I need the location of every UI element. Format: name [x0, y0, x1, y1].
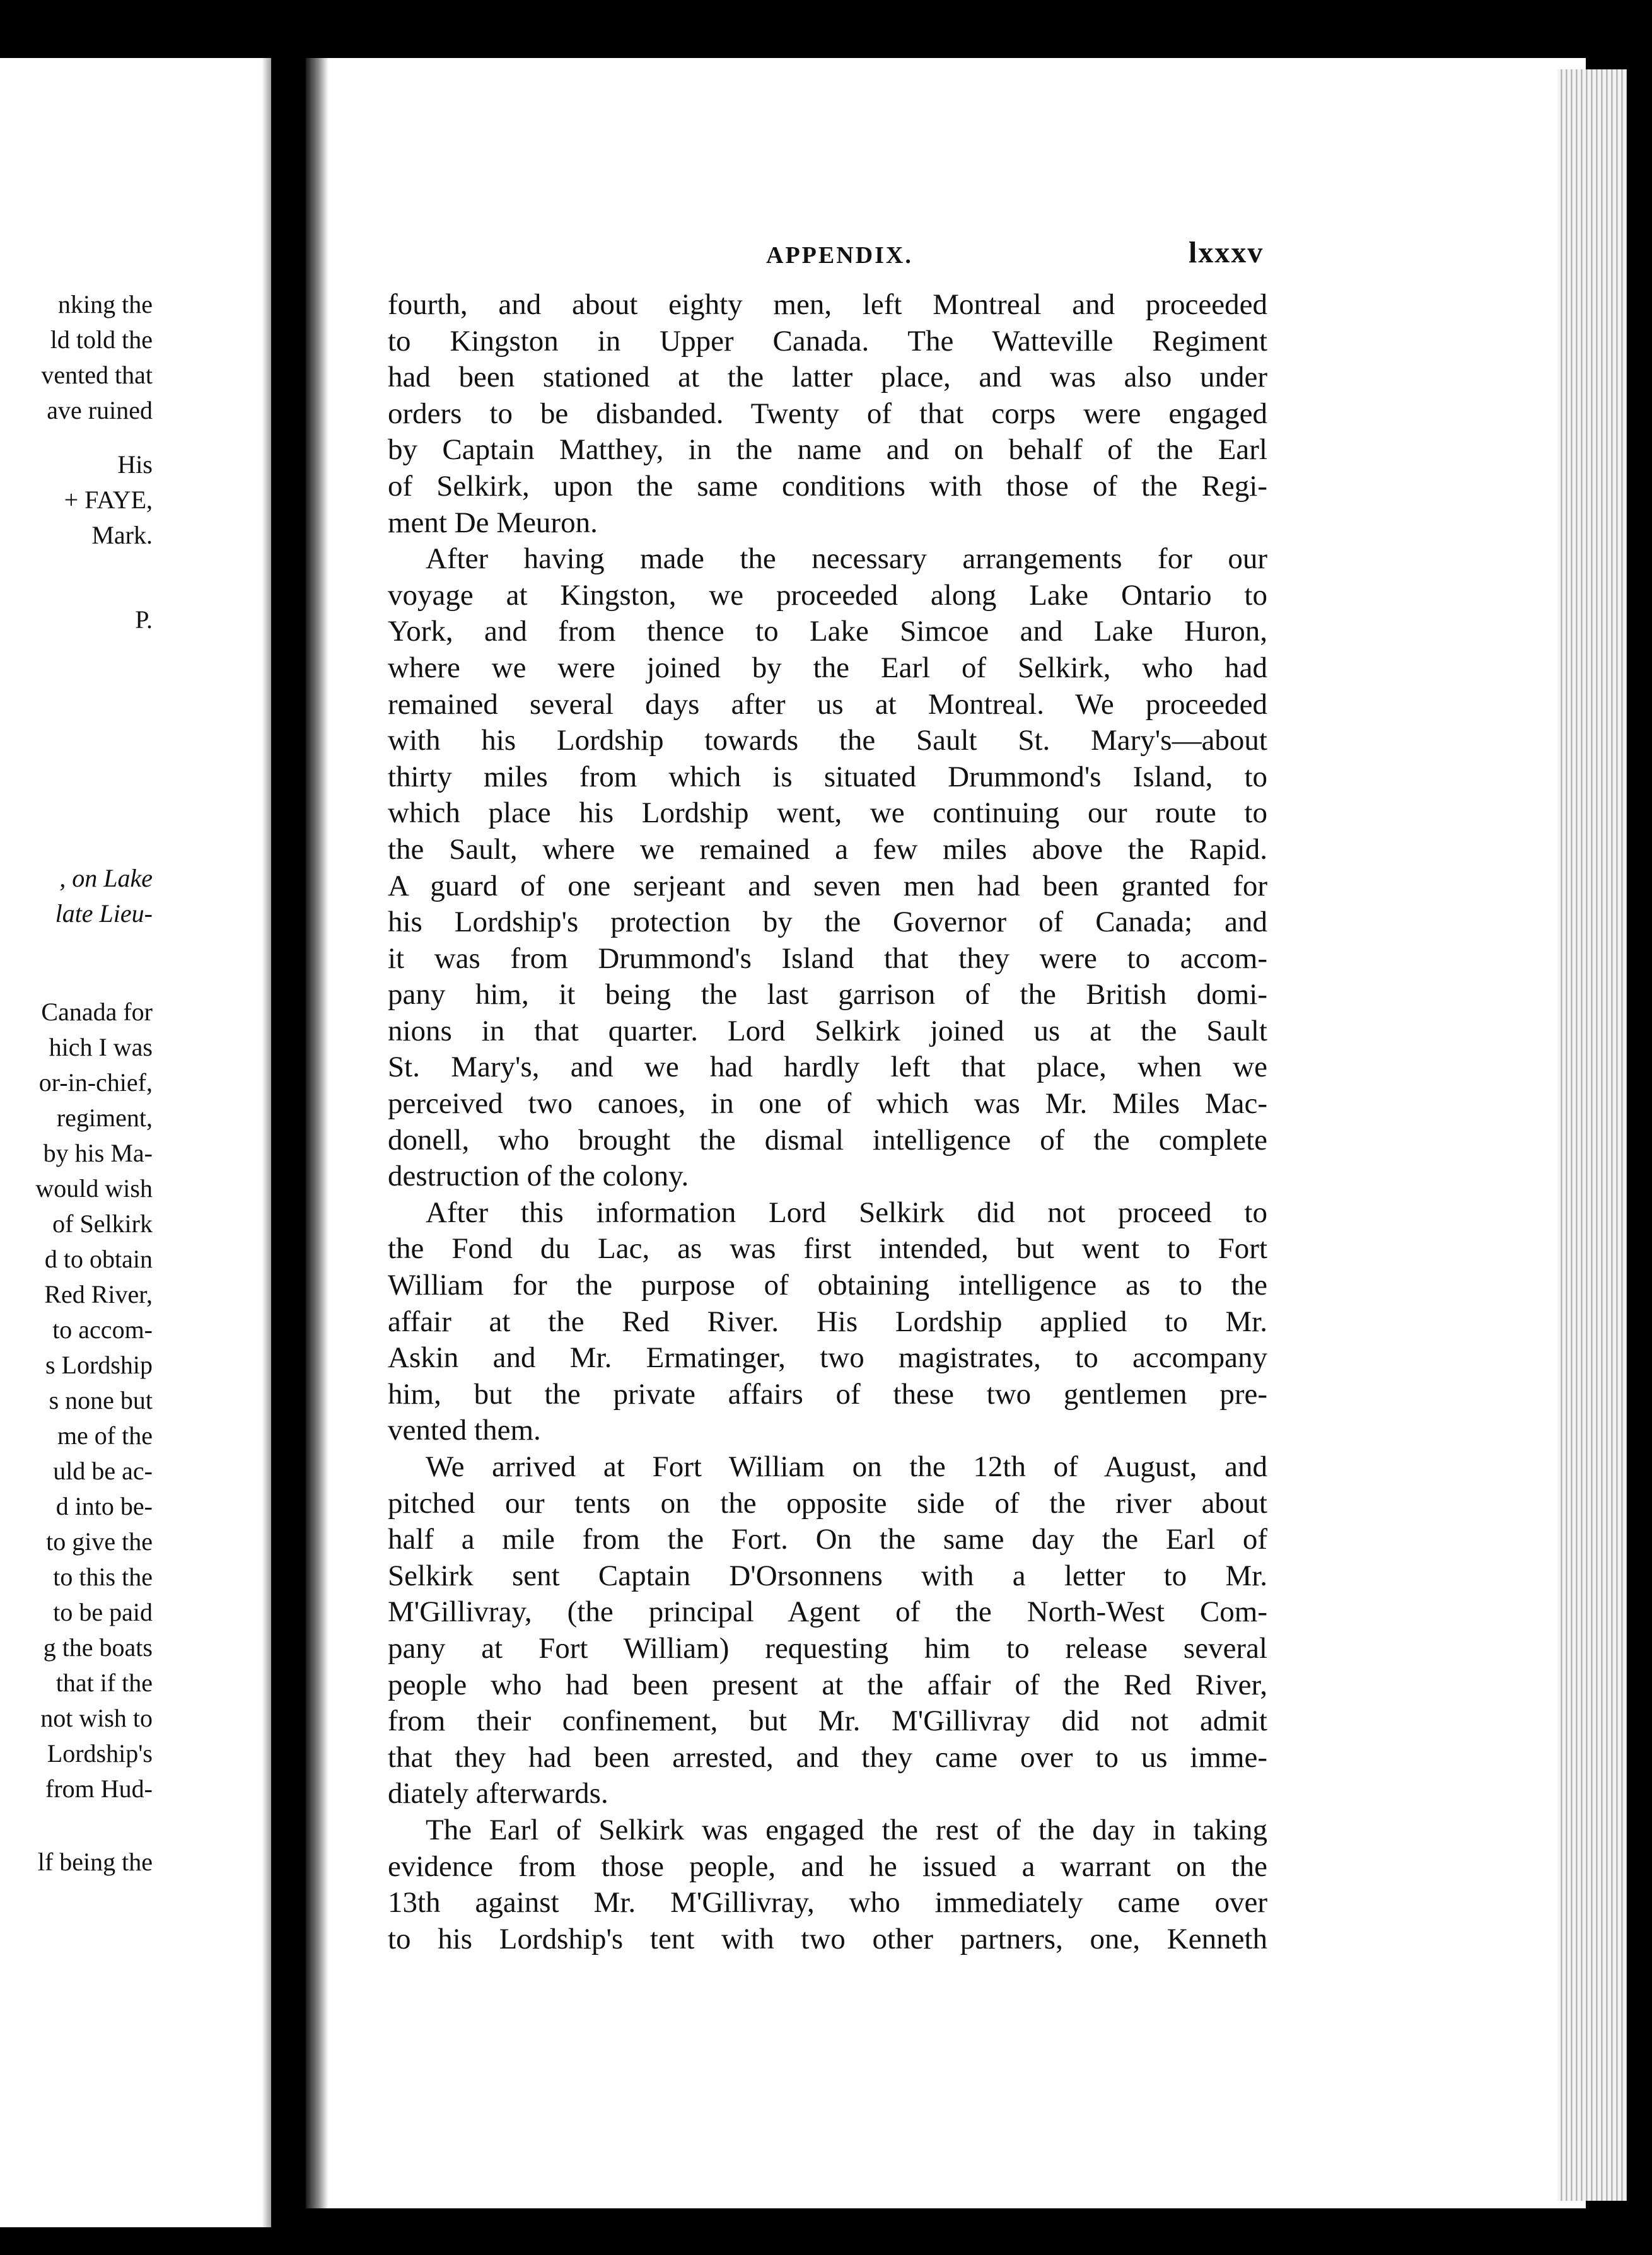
- text-line: perceived two canoes, in one of which was Mr. Miles Mac-: [388, 1087, 1267, 1121]
- text-line: We arrived at Fort William on the 12th of August, and: [426, 1450, 1267, 1483]
- text-line: vented them.: [388, 1414, 541, 1447]
- text-line: pany him, it being the last garrison of the British domi-: [388, 978, 1267, 1011]
- text-line: After having made the necessary arrangements for our: [426, 542, 1267, 576]
- text-line: remained several days after us at Montreal. We proceeded: [388, 687, 1267, 721]
- left-page-line: from Hud-: [45, 1774, 153, 1803]
- left-page-line: ld told the: [50, 325, 153, 354]
- text-line: orders to be disbanded. Twenty of that corps were engaged: [388, 397, 1267, 430]
- text-line: had been stationed at the latter place, and was also under: [388, 361, 1267, 394]
- left-page-line: + FAYE,: [64, 486, 153, 514]
- left-page-line: g the boats: [43, 1633, 153, 1662]
- left-page-line: nking the: [58, 290, 153, 318]
- text-line: diately afterwards.: [388, 1777, 608, 1810]
- left-page-fragment: [0, 58, 271, 2227]
- text-line: the Sault, where we remained a few miles above the Rapid.: [388, 832, 1267, 866]
- left-page-line: or-in-chief,: [38, 1068, 153, 1097]
- inner-margin-shadow: [306, 58, 329, 2208]
- left-page-line: regiment,: [56, 1104, 153, 1132]
- left-page-line: late Lieu-: [55, 899, 153, 928]
- text-line: that they had been arrested, and they came over to us imme-: [388, 1740, 1267, 1774]
- text-line: pany at Fort William) requesting him to release several: [388, 1631, 1267, 1665]
- left-gutter-shadow: [262, 58, 271, 2227]
- text-line: which place his Lordship went, we continuing our route to: [388, 796, 1267, 830]
- left-page-line: not wish to: [40, 1704, 153, 1732]
- text-line: it was from Drummond's Island that they were to accom-: [388, 941, 1267, 975]
- text-line: A guard of one serjeant and seven men had been granted for: [388, 869, 1267, 902]
- text-line: with his Lordship towards the Sault St. Mary's—about: [388, 724, 1267, 757]
- text-line: nions in that quarter. Lord Selkirk joined us at the Sault: [388, 1014, 1267, 1047]
- left-page-line: vented that: [41, 361, 153, 389]
- text-line: St. Mary's, and we had hardly left that place, when we: [388, 1051, 1267, 1084]
- left-page-line: lf being the: [37, 1848, 153, 1876]
- left-page-line: d to obtain: [44, 1245, 153, 1273]
- text-line: Askin and Mr. Ermatinger, two magistrates, to accompany: [388, 1341, 1267, 1375]
- left-page-line: to give the: [46, 1527, 153, 1556]
- left-page-line: that if the: [55, 1669, 153, 1697]
- text-line: voyage at Kingston, we proceeded along Lake Ontario to: [388, 578, 1267, 612]
- left-page-line: to accom-: [52, 1315, 153, 1344]
- left-page-line: ave ruined: [47, 396, 153, 424]
- text-line: his Lordship's protection by the Governor of Canada; and: [388, 906, 1267, 939]
- text-line: him, but the private affairs of these two gentlemen pre-: [388, 1377, 1267, 1411]
- left-page-line: Mark.: [91, 521, 153, 549]
- running-head: APPENDIX.: [766, 242, 913, 269]
- left-page-line: s none but: [49, 1386, 153, 1414]
- left-page-line: P.: [135, 605, 153, 634]
- text-line: M'Gillivray, (the principal Agent of the North-West Com-: [388, 1595, 1267, 1629]
- text-line: of Selkirk, upon the same conditions with those of the Regi-: [388, 469, 1267, 503]
- page-number: lxxxv: [1189, 236, 1264, 269]
- left-page-line: hich I was: [49, 1033, 153, 1061]
- text-line: to his Lordship's tent with two other partners, one, Kenneth: [388, 1922, 1267, 1955]
- left-page-line: me of the: [57, 1421, 153, 1450]
- text-line: destruction of the colony.: [388, 1160, 689, 1193]
- text-line: thirty miles from which is situated Drummond's Island, to: [388, 760, 1267, 793]
- body-text: [388, 287, 1267, 1957]
- text-line: 13th against Mr. M'Gillivray, who immediately came over: [388, 1886, 1267, 1920]
- left-page-line: Canada for: [41, 998, 153, 1026]
- left-page-line: s Lordship: [45, 1351, 153, 1379]
- text-line: York, and from thence to Lake Simcoe and Lake Huron,: [388, 615, 1267, 648]
- text-line: people who had been present at the affair of the Red River,: [388, 1668, 1267, 1701]
- text-line: where we were joined by the Earl of Selkirk, who had: [388, 651, 1267, 684]
- text-line: William for the purpose of obtaining intelligence as to the: [388, 1269, 1267, 1302]
- text-line: the Fond du Lac, as was first intended, but went to Fort: [388, 1232, 1267, 1266]
- text-line: from their confinement, but Mr. M'Gillivray did not admit: [388, 1704, 1267, 1738]
- left-page-line: , on Lake: [59, 864, 153, 892]
- left-page-line: His: [117, 450, 153, 479]
- page-fore-edge: [1557, 69, 1627, 2201]
- text-line: Selkirk sent Captain D'Orsonnens with a letter to Mr.: [388, 1559, 1267, 1592]
- left-page-line: d into be-: [55, 1492, 153, 1520]
- text-line: half a mile from the Fort. On the same day the Earl of: [388, 1523, 1267, 1556]
- left-page-line: by his Ma-: [43, 1139, 153, 1167]
- text-line: affair at the Red River. His Lordship applied to Mr.: [388, 1305, 1267, 1338]
- left-page-line: Red River,: [44, 1280, 153, 1308]
- left-page-line: to be paid: [53, 1598, 153, 1626]
- text-line: ment De Meuron.: [388, 506, 598, 539]
- text-line: After this information Lord Selkirk did not proceed to: [426, 1196, 1267, 1229]
- left-page-line: Lordship's: [47, 1739, 153, 1768]
- text-line: fourth, and about eighty men, left Montreal and proceeded: [388, 288, 1267, 321]
- text-line: The Earl of Selkirk was engaged the rest of the day in taking: [426, 1813, 1267, 1846]
- left-page-line: to this the: [53, 1563, 153, 1591]
- text-line: donell, who brought the dismal intelligence of the complete: [388, 1123, 1267, 1157]
- text-line: evidence from those people, and he issued a warrant on the: [388, 1850, 1267, 1883]
- text-line: to Kingston in Upper Canada. The Watteville Regiment: [388, 324, 1267, 358]
- left-page-line: uld be ac-: [53, 1457, 153, 1485]
- text-line: pitched our tents on the opposite side of the river about: [388, 1486, 1267, 1520]
- text-line: by Captain Matthey, in the name and on behalf of the Earl: [388, 433, 1267, 467]
- left-page-line: of Selkirk: [52, 1209, 153, 1238]
- left-page-line: would wish: [35, 1174, 153, 1203]
